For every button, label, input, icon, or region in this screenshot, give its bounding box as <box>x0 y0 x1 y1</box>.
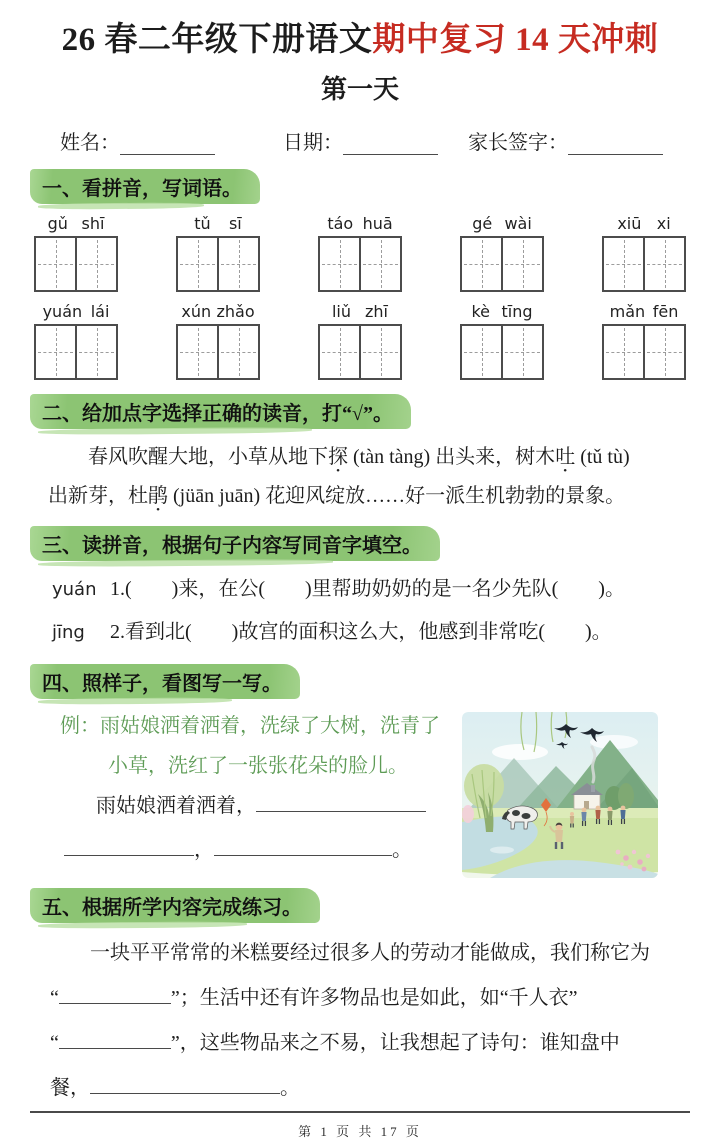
section4-body <box>30 706 690 878</box>
paragraph-line <box>50 976 684 1021</box>
pinyin-syllable: zhǎo <box>216 302 255 322</box>
section1-heading: 一、看拼音，写词语。 <box>30 169 260 204</box>
parent-signature-label: 家长签字： <box>468 132 568 155</box>
writing-cell <box>178 326 219 378</box>
pinyin-grid-row-2 <box>34 302 686 380</box>
writing-grid <box>602 324 686 380</box>
paragraph-line <box>50 1021 684 1066</box>
pinyin-cue: yuán <box>52 579 97 601</box>
footer-divider <box>30 1111 690 1113</box>
parent-signature-field <box>468 126 663 155</box>
writing-cell <box>503 326 542 378</box>
answer-prompt: 雨姑娘洒着洒着， <box>96 795 256 818</box>
pinyin-word-group <box>602 214 686 292</box>
comma: ， <box>194 839 214 862</box>
writing-cell <box>645 326 684 378</box>
open-quote: “ <box>50 1032 59 1055</box>
pinyin-word-group <box>318 214 402 292</box>
writing-grid <box>318 236 402 292</box>
tree <box>618 783 634 809</box>
sentence-with-blanks: 1.( )来，在公( )里帮助奶奶的是一名少先队( )。 <box>110 578 625 601</box>
page-footer <box>30 1111 690 1140</box>
pinyin-word-group <box>176 214 260 292</box>
answer-blank <box>59 1029 171 1049</box>
dotted-char: 探 <box>328 446 348 469</box>
section2-heading: 二、给加点字选择正确的读音，打“√”。 <box>30 394 411 429</box>
passage-line <box>48 477 682 516</box>
passage-text: 出新芽，杜 <box>48 485 148 508</box>
homophone-exercise <box>52 568 684 654</box>
writing-grid <box>176 324 260 380</box>
writing-grid <box>460 324 544 380</box>
writing-grid <box>602 236 686 292</box>
name-field <box>60 126 215 155</box>
student-info-row <box>60 126 690 155</box>
pinyin-syllable: zhī <box>365 302 388 322</box>
pinyin-syllable: mǎn <box>609 302 646 322</box>
paragraph-text: 餐， <box>50 1077 90 1100</box>
writing-cell <box>361 326 400 378</box>
pinyin-syllable: lái <box>90 302 110 322</box>
cloud <box>492 744 548 760</box>
paragraph-text: ”，这些物品来之不易，让我想起了诗句：谁知盘中 <box>170 1032 620 1055</box>
exercise-row <box>52 568 684 611</box>
pinyin-syllable: gé <box>472 214 493 234</box>
title-black-part: 26 春二年级下册语文 <box>61 22 373 58</box>
pinyin-word-group <box>460 302 544 380</box>
answer-line <box>44 786 462 826</box>
name-blank <box>120 135 215 155</box>
pinyin-syllable: gǔ <box>47 214 68 234</box>
writing-cell <box>604 238 645 290</box>
writing-cell <box>503 238 542 290</box>
writing-cell <box>36 326 77 378</box>
passage-text: (tǔ tù) <box>575 446 630 469</box>
sentence-with-blanks: 2.看到北( )故宫的面积这么大，他感到非常吃( )。 <box>110 621 612 644</box>
dotted-char: 鹃 <box>148 485 168 508</box>
pinyin-word-group <box>34 214 118 292</box>
title-red-part: 期中复习 14 天冲刺 <box>372 22 659 58</box>
passage-text: (jüān juān) 花迎风绽放……好一派生机勃勃的景象。 <box>168 485 626 508</box>
answer-blank <box>256 792 426 812</box>
writing-grid <box>34 236 118 292</box>
example-line: 小草，洗红了一张张花朵的脸儿。 <box>108 755 408 778</box>
page-number: 第 1 页 共 17 页 <box>298 1124 422 1140</box>
writing-cell <box>36 238 77 290</box>
section4-heading: 四、照样子，看图写一写。 <box>30 664 300 699</box>
section4-text-column <box>44 706 462 878</box>
writing-cell <box>361 238 400 290</box>
writing-cell <box>77 238 116 290</box>
writing-grid <box>318 324 402 380</box>
period: 。 <box>392 839 412 862</box>
answer-blank <box>90 1074 280 1094</box>
pinyin-syllable: yuán <box>42 302 83 322</box>
writing-grid <box>460 236 544 292</box>
date-field <box>283 126 438 155</box>
pinyin-syllable: sī <box>228 214 242 234</box>
writing-cell <box>320 238 361 290</box>
exercise-row <box>52 611 684 654</box>
pinyin-syllable: huā <box>362 214 393 234</box>
pinyin-syllable: xún <box>181 302 212 322</box>
writing-cell <box>462 326 503 378</box>
section5-heading: 五、根据所学内容完成练习。 <box>30 888 320 923</box>
writing-grid <box>34 324 118 380</box>
pinyin-syllable: fēn <box>652 302 679 322</box>
pinyin-syllable: xiū <box>617 214 642 234</box>
writing-cell <box>219 238 258 290</box>
paragraph-line <box>50 1066 684 1111</box>
paragraph-line: 一块平平常常的米糕要经过很多人的劳动才能做成，我们称它为 <box>90 942 650 965</box>
spring-scene-illustration <box>462 712 658 878</box>
answer-blank <box>214 836 392 856</box>
pinyin-syllable: tīng <box>501 302 533 322</box>
pinyin-syllable: xi <box>656 214 671 234</box>
section3-heading: 三、读拼音，根据句子内容写同音字填空。 <box>30 526 440 561</box>
page-title <box>30 20 690 61</box>
open-quote: “ <box>50 987 59 1010</box>
name-label: 姓名： <box>60 132 120 155</box>
pinyin-cue: jīng <box>52 622 85 644</box>
pinyin-word-group <box>460 214 544 292</box>
pinyin-grid-block <box>34 214 686 380</box>
writing-cell <box>320 326 361 378</box>
writing-cell <box>462 238 503 290</box>
passage-line <box>48 438 682 477</box>
pinyin-syllable: liǔ <box>331 302 352 322</box>
pinyin-syllable: wài <box>504 214 532 234</box>
pink-blossom <box>462 805 474 823</box>
writing-cell <box>77 326 116 378</box>
paragraph-text: ”；生活中还有许多物品也是如此，如“千人衣” <box>170 987 578 1010</box>
writing-cell <box>604 326 645 378</box>
passage-text: 春风吹醒大地，小草从地下 <box>88 446 328 469</box>
pinyin-syllable: tǔ <box>194 214 211 234</box>
pinyin-word-group <box>176 302 260 380</box>
answer-blank <box>59 984 171 1004</box>
writing-cell <box>645 238 684 290</box>
pinyin-word-group <box>318 302 402 380</box>
pinyin-word-group <box>602 302 686 380</box>
section2-passage <box>48 438 682 516</box>
pinyin-syllable: táo <box>327 214 354 234</box>
date-label: 日期： <box>283 132 343 155</box>
pinyin-syllable: shī <box>81 214 105 234</box>
chimney <box>591 785 595 792</box>
period: 。 <box>280 1077 300 1100</box>
example-line: 例：雨姑娘洒着洒着，洗绿了大树，洗青了 <box>60 715 440 738</box>
parent-signature-blank <box>568 135 663 155</box>
pinyin-word-group <box>34 302 118 380</box>
writing-grid <box>176 236 260 292</box>
water-reflection <box>490 847 514 854</box>
answer-line <box>44 830 462 870</box>
pinyin-syllable: kè <box>471 302 491 322</box>
section5-body <box>50 931 684 1111</box>
passage-text: (tàn tàng) 出头来，树木 <box>348 446 556 469</box>
writing-cell <box>178 238 219 290</box>
writing-cell <box>219 326 258 378</box>
date-blank <box>343 135 438 155</box>
dotted-char: 吐 <box>555 446 576 469</box>
answer-blank <box>64 836 194 856</box>
pinyin-grid-row-1 <box>34 214 686 292</box>
day-subtitle: 第一天 <box>320 75 399 105</box>
